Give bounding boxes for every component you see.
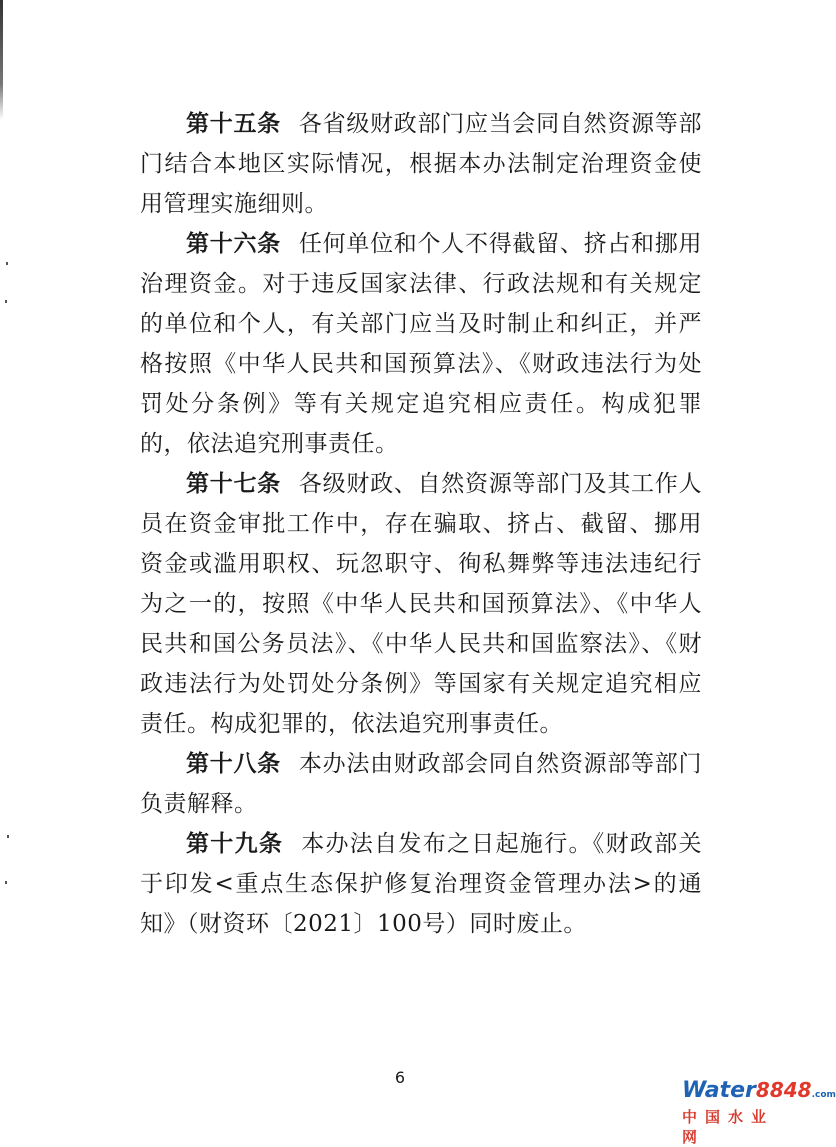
article-label: 第十六条	[186, 230, 281, 257]
article-17	[140, 464, 702, 744]
watermark-brand-word: Water	[682, 1078, 756, 1103]
watermark-brand-domain: .com	[811, 1090, 836, 1100]
article-15	[140, 104, 702, 224]
article-text: 各省级财政部门应当会同自然资源等部门结合本地区实际情况，根据本办法制定治理资金使用管理实施细则。	[140, 111, 703, 217]
article-label: 第十九条	[186, 830, 284, 857]
article-text: 任何单位和个人不得截留、挤占和挪用治理资金。对于违反国家法律、行政法规和有关规定的单位和个人，有关部门应当及时制止和纠正，并严格按照《中华人民共和国预算法》、《财政违法行为处罚处分条例》等有关规定追究相应责任。构成犯罪的，依法追究刑事责任。	[140, 231, 703, 457]
watermark-subtitle: 中国水业网	[682, 1108, 775, 1146]
document-body	[140, 104, 702, 944]
article-label: 第十五条	[186, 110, 281, 137]
watermark-logo	[682, 1078, 836, 1146]
scan-speck	[5, 881, 7, 884]
watermark-brand	[682, 1078, 836, 1107]
article-label: 第十八条	[186, 750, 281, 777]
watermark-brand-number: 8848	[755, 1078, 812, 1102]
page-number: 6	[394, 1068, 406, 1087]
article-text: 本办法由财政部会同自然资源部等部门负责解释。	[140, 751, 703, 817]
scan-speck	[5, 300, 7, 303]
scan-edge-mark	[0, 0, 3, 120]
article-19	[140, 824, 702, 944]
article-16	[140, 224, 702, 464]
article-label: 第十七条	[186, 470, 281, 497]
article-18	[140, 744, 702, 824]
scan-speck	[6, 262, 8, 265]
article-text: 本办法自发布之日起施行。《财政部关于印发<重点生态保护修复治理资金管理办法>的通知》（财资环〔2021〕100号）同时废止。	[140, 831, 703, 937]
scan-speck	[7, 835, 9, 838]
article-text: 各级财政、自然资源等部门及其工作人员在资金审批工作中，存在骗取、挤占、截留、挪用资金或滥用职权、玩忽职守、徇私舞弊等违法违纪行为之一的，按照《中华人民共和国预算法》、《中华人民共和国公务员法》、《中华人民共和国监察法》、《财政违法行为处罚处分条例》等国家有关规定追究相应责任。构成犯罪的，依法追究刑事责任。	[140, 471, 703, 737]
